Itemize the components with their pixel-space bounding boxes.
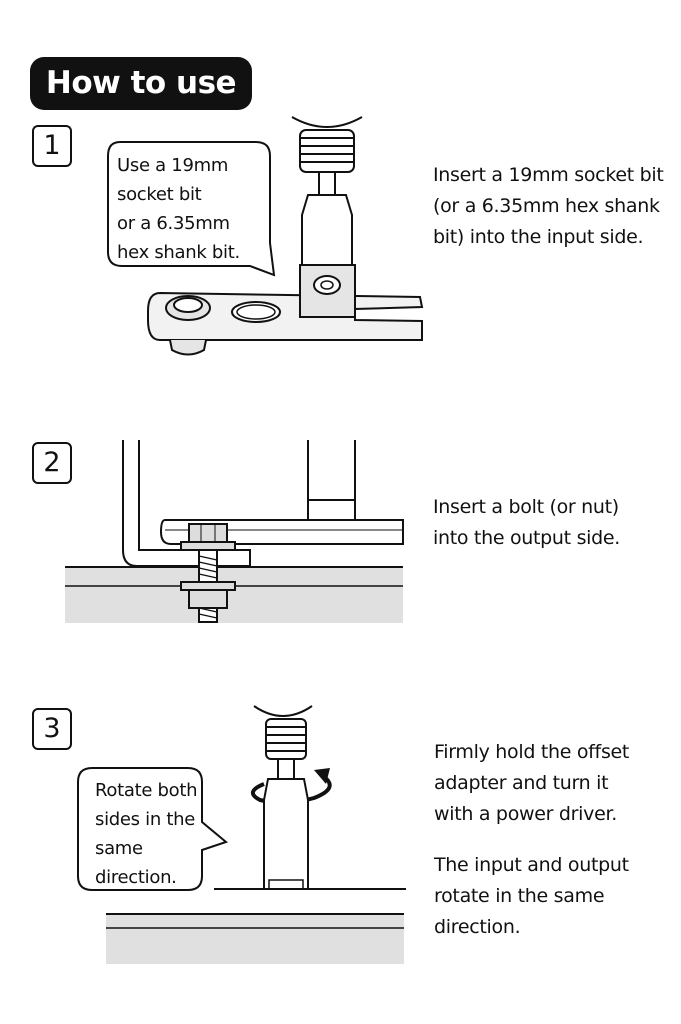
description-line: Insert a 19mm socket bit (433, 164, 664, 186)
description-line: Firmly hold the offset (434, 741, 630, 763)
step-2-description (433, 492, 620, 554)
step-1-description (433, 160, 664, 253)
step-3-description (434, 737, 629, 830)
description-line: (or a 6.35mm hex shank (433, 195, 660, 217)
callout-line: Rotate both (95, 780, 198, 801)
callout-line: hex shank bit. (117, 242, 240, 263)
step-3-description-extra (434, 850, 629, 943)
step-1-number: 1 (32, 125, 72, 167)
description-line: bit) into the input side. (433, 226, 644, 248)
callout-line: or a 6.35mm (117, 213, 230, 234)
description-line: into the output side. (433, 527, 621, 549)
callout-line: sides in the (95, 809, 196, 830)
description-line: direction. (434, 916, 521, 938)
description-line: adapter and turn it (434, 772, 609, 794)
step-3-number: 3 (32, 708, 72, 750)
step-2-number: 2 (32, 442, 72, 484)
description-line: with a power driver. (434, 803, 617, 825)
description-line: rotate in the same (434, 885, 605, 907)
callout-line: socket bit (117, 184, 202, 205)
callout-line: same (95, 838, 143, 859)
description-line: Insert a bolt (or nut) (433, 496, 619, 518)
description-line: The input and output (434, 854, 629, 876)
callout-line: direction. (95, 867, 177, 888)
step-1-callout (117, 151, 240, 267)
callout-line: Use a 19mm (117, 155, 229, 176)
page-title: How to use (30, 57, 252, 110)
step-2-illustration (65, 440, 405, 625)
step-3-callout (95, 776, 197, 892)
